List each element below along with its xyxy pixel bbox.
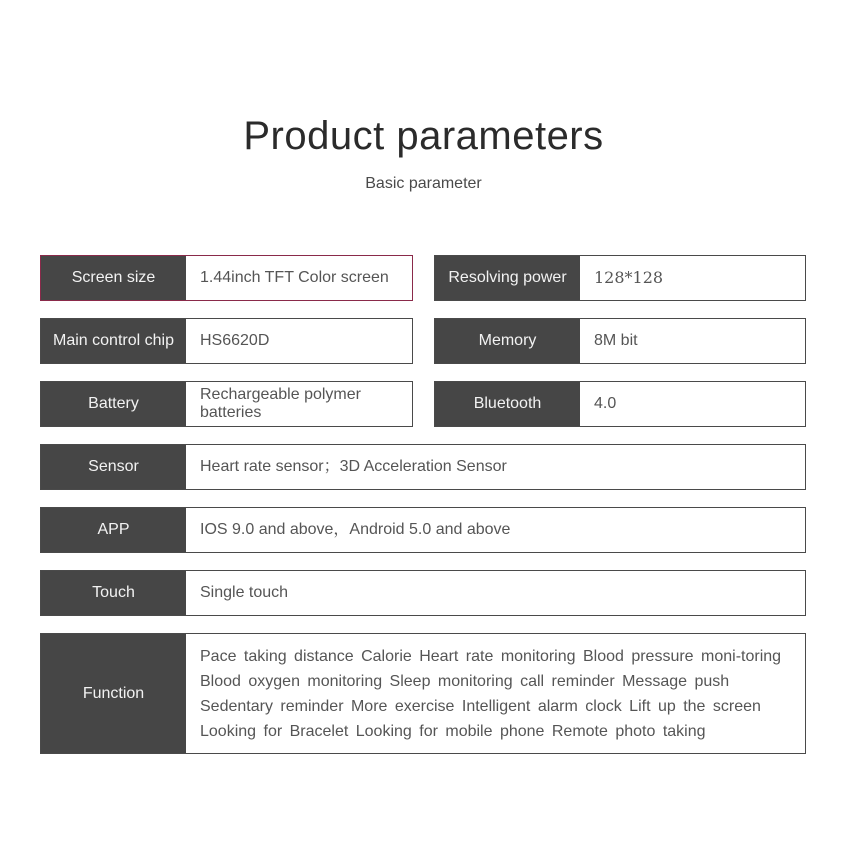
param-value-screen-size: 1.44inch TFT Color screen: [200, 269, 389, 286]
param-label-battery: Battery: [41, 382, 186, 426]
param-row-resolving-power: [434, 255, 806, 301]
param-row-battery: [40, 381, 413, 427]
page-title: Product parameters: [243, 114, 604, 158]
param-value-main-control-chip: HS6620D: [200, 332, 270, 349]
param-value-app: IOS 9.0 and above，Android 5.0 and above: [200, 521, 511, 538]
page-subtitle: Basic parameter: [365, 175, 482, 192]
param-row-main-control-chip: [40, 318, 413, 364]
param-value-resolving-power: 128*128: [594, 268, 664, 287]
param-row-app: [40, 507, 806, 553]
param-label-function: Function: [41, 634, 186, 753]
param-value-sensor: Heart rate sensor；3D Acceleration Sensor: [200, 458, 507, 475]
param-row-function: [40, 633, 806, 754]
param-label-app: APP: [41, 508, 186, 552]
param-value-battery: Rechargeable polymer batteries: [200, 386, 361, 421]
param-label-main-control-chip: Main control chip: [41, 319, 186, 363]
param-value-memory: 8M bit: [594, 332, 638, 349]
param-label-bluetooth: Bluetooth: [435, 382, 580, 426]
param-row-screen-size: [40, 255, 413, 301]
param-value-bluetooth: 4.0: [594, 395, 617, 412]
param-label-touch: Touch: [41, 571, 186, 615]
param-row-sensor: [40, 444, 806, 490]
param-label-sensor: Sensor: [41, 445, 186, 489]
param-row-touch: [40, 570, 806, 616]
param-row-memory: [434, 318, 806, 364]
param-label-memory: Memory: [435, 319, 580, 363]
param-label-resolving-power: Resolving power: [435, 256, 580, 300]
param-row-bluetooth: [434, 381, 806, 427]
param-value-function: Pace taking distance Calorie Heart rate monitoring Blood pressure moni-toring Blood oxygen monitoring Sleep monitoring call reminder Message push Sedentary reminder More exercise Intelligent alarm clock Lift up the screen Looking for Bracelet Looking for mobile phone Remote photo taking: [200, 647, 782, 740]
param-label-screen-size: Screen size: [41, 256, 186, 300]
param-value-touch: Single touch: [200, 584, 289, 601]
